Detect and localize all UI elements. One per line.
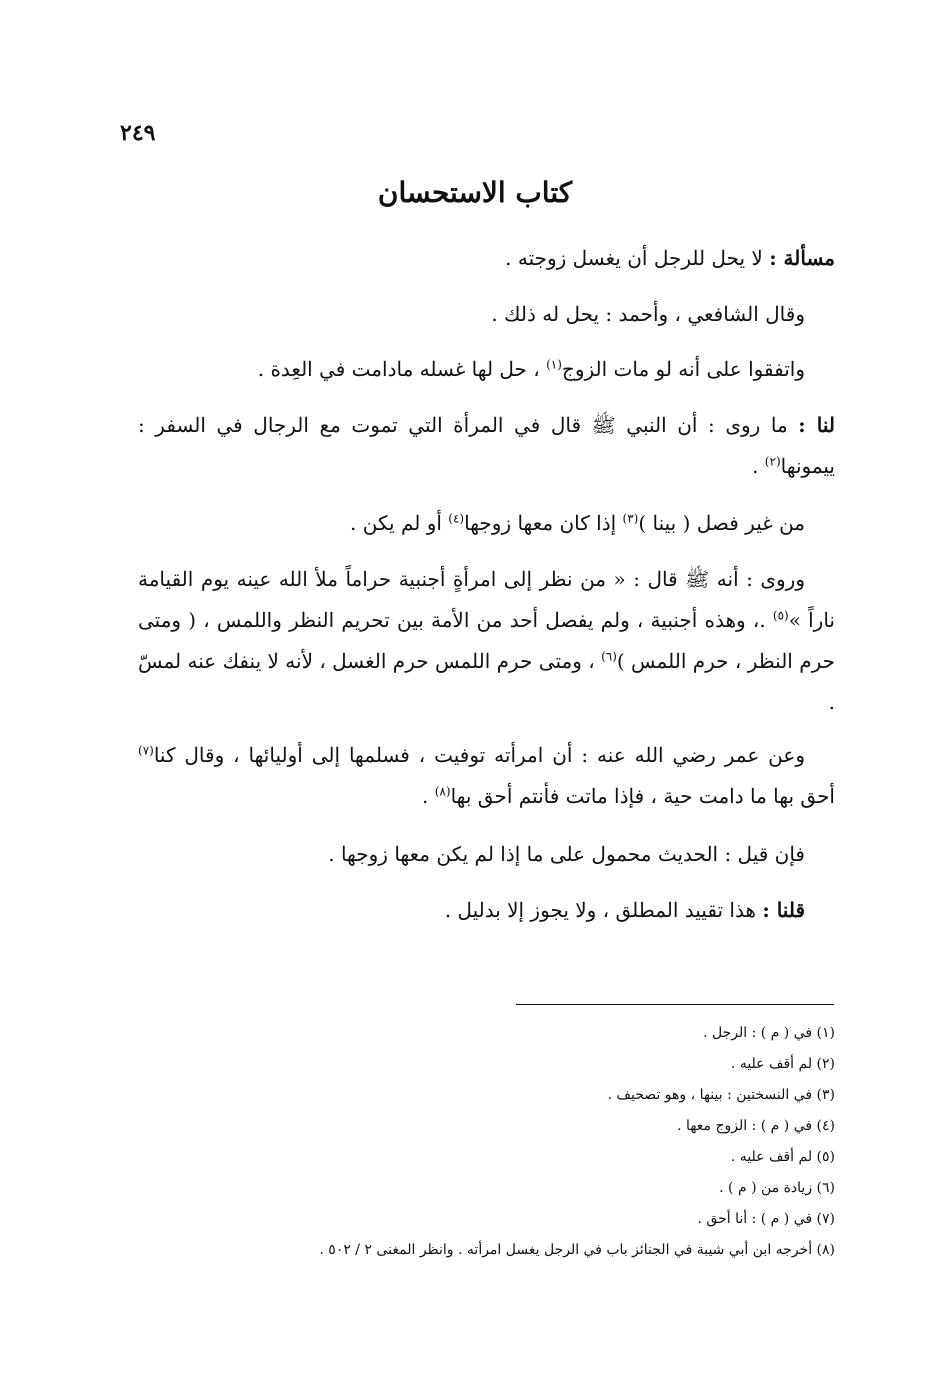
footnote-ref-1[interactable]: (١) [546,357,562,372]
footnote-3: (٣) في النسختين : بينها ، وهو تصحيف . [607,1087,835,1103]
umar-mid: أحق بها ما دامت حية ، فإذا ماتت فأنتم أحق بها [450,784,835,808]
footnote-8: (٨) أخرجه ابن أبي شيبة في الجنائز باب في الرجل يغسل امرأته . وانظر المغنى ٢ / ٥٠٢ . [319,1242,835,1258]
footnote-4: (٤) في ( م ) : الزوج معها . [677,1118,835,1134]
issue-text: لا يحل للرجل أن يغسل زوجته . [505,246,770,270]
hadith-gaze-text: وروى : أنه ﷺ قال : « من نظر إلى امرأةٍ أجنبية حراماً ملأ الله عينه يوم القيامة ناراً » [138,567,836,632]
distinction-tail: أو لم يكن . [350,511,449,535]
paragraph-issue [138,238,835,279]
paragraph-hadith-gaze [138,559,835,723]
footnote-ref-4[interactable]: (٤) [448,511,465,526]
footnote-1: (١) في ( م ) : الرجل . [703,1025,835,1041]
footnote-ref-3[interactable]: (٣) [622,511,639,526]
paragraph-reply [138,890,835,931]
page-number: ٢٤٩ [120,120,156,146]
footnote-5: (٥) لم أقف عليه . [730,1149,835,1165]
footnote-2: (٢) لم أقف عليه . [730,1056,835,1072]
footnote-7: (٧) في ( م ) : أنا أحق . [697,1211,835,1227]
evidence-tail: . [752,454,765,478]
reply-label: قلنا : [762,898,805,922]
footnote-6: (٦) زيادة من ( م ) . [719,1180,835,1196]
distinction-text: من غير فصل ( بينا ) [638,511,805,535]
footnote-ref-5[interactable]: (٥) [772,608,789,623]
paragraph-umar [138,735,835,817]
footnote-ref-8[interactable]: (٨) [434,784,451,799]
footnote-ref-2[interactable]: (٢) [764,454,781,469]
distinction-mid: إذا كان معها زوجها [464,511,623,535]
evidence-text: ما روى : أن النبي ﷺ قال في المرأة التي تموت مع الرجال في السفر : ييمونها [138,413,835,478]
footnotes-list [138,1018,835,1266]
hadith-gaze-mid: .، وهذه أجنبية ، ولم يفصل أحد من الأمة بين تحريم النظر واللمس ، ( ومتى حرم النظر ، حرم اللمس ) [138,608,835,673]
hadith-gaze-tail: ، ومتى حرم اللمس حرم الغسل ، لأنه لا ينفك عنه لمسّ . [138,649,835,714]
reply-text: هذا تقييد المطلق ، ولا يجوز إلا بدليل . [444,898,763,922]
paragraph-evidence [138,405,835,487]
paragraph-distinction [138,503,835,544]
issue-label: مسألة : [769,246,835,270]
paragraph-agreement-tail: ، حل لها غسله مادامت في العِدة . [257,357,547,381]
paragraph-agreement-text: واتفقوا على أنه لو مات الزوج [561,357,805,381]
footnote-ref-6[interactable]: (٦) [601,649,617,664]
paragraph-shafii: وقال الشافعي ، وأحمد : يحل له ذلك . [491,302,805,326]
umar-tail: . [422,784,435,808]
footnote-ref-7[interactable]: (٧) [138,743,154,758]
paragraph-objection: فإن قيل : الحديث محمول على ما إذا لم يكن معها زوجها . [328,842,805,866]
umar-text: وعن عمر رضي الله عنه : أن امرأته توفيت ، فسلمها إلى أوليائها ، وقال كنا [153,743,805,767]
evidence-label: لنا : [798,413,835,437]
chapter-title: كتاب الاستحسان [377,176,573,209]
paragraph-agreement [138,349,835,390]
footnote-divider [516,1004,834,1005]
